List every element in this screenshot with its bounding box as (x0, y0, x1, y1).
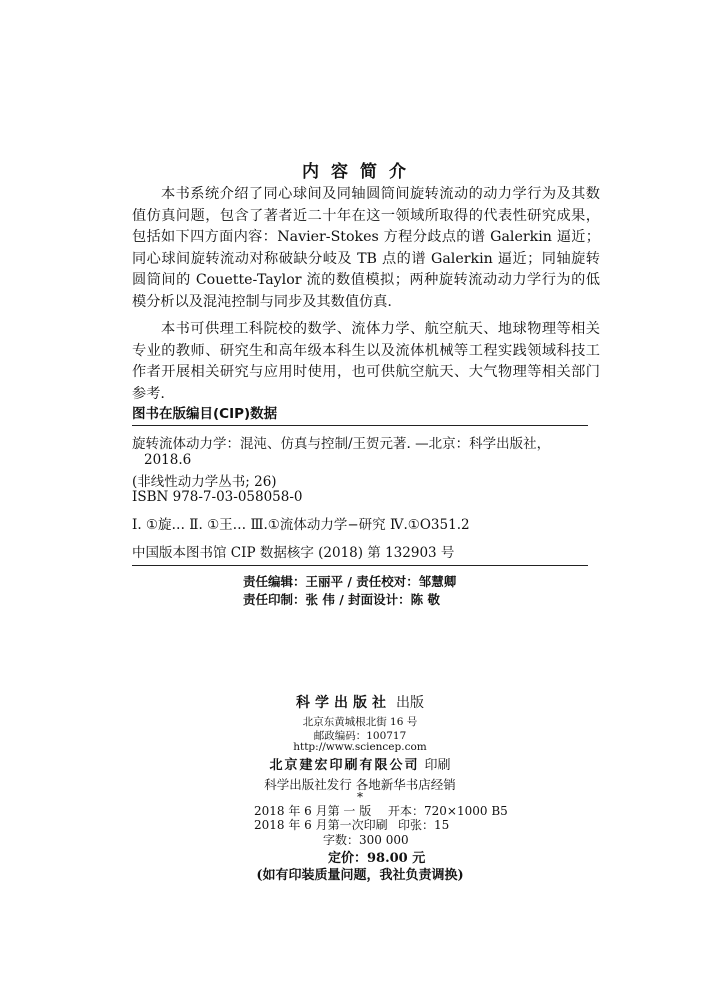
publisher-url: http://www.sciencep.com (293, 741, 427, 753)
cip-record-line2: 2018.6 (144, 452, 192, 468)
cip-isbn: ISBN 978-7-03-058058-0 (132, 489, 303, 505)
quality-notice: (如有印装质量问题，我社负责调换) (256, 868, 464, 883)
cip-heading: 图书在版编目(CIP)数据 (132, 406, 278, 422)
publisher-address: 北京东黄城根北街 16 号 (302, 716, 418, 728)
printer-suffix: 印刷 (424, 758, 451, 773)
cip-bottom-divider (132, 565, 588, 566)
spec-words: 字数：300 000 (323, 833, 409, 847)
staff-line-2: 责任印制：张 伟 / 封面设计：陈 敬 (243, 592, 440, 607)
spec-sheets: 印张：15 (398, 818, 450, 832)
publisher-name: 科学出版社 (295, 695, 391, 711)
spec-format: 开本：720×1000 B5 (388, 804, 508, 818)
cip-top-divider (132, 425, 588, 426)
printer-name: 北京建宏印刷有限公司 (269, 758, 420, 773)
cip-classification: Ⅰ. ①旋… Ⅱ. ①王… Ⅲ.①流体动力学−研究 Ⅳ.①O351.2 (132, 517, 470, 533)
publisher-suffix: 出版 (396, 695, 425, 711)
distribution: 科学出版社发行 各地新华书店经销 (264, 777, 456, 792)
publisher-postcode: 邮政编码：100717 (313, 730, 407, 742)
cip-number: 中国版本图书馆 CIP 数据核字 (2018) 第 132903 号 (132, 545, 455, 561)
cip-record-line1: 旋转流体动力学：混沌、仿真与控制/王贺元著. —北京：科学出版社， (132, 436, 551, 452)
separator-star: * (357, 790, 363, 804)
staff-line-1: 责任编辑：王丽平 / 责任校对：邹慧卿 (243, 574, 457, 589)
cip-series: (非线性动力学丛书; 26) (132, 474, 277, 490)
page-title: 内容简介 (302, 162, 418, 182)
spec-printing: 2018 年 6 月第一次印刷 (254, 818, 388, 832)
summary-paragraph-1: 本书系统介绍了同心球间及同轴圆筒间旋转流动的动力学行为及其数值仿真问题，包含了著者近二十年在这一领域所取得的代表性研究成果，包括如下四方面内容：Navier-Stokes 方程分歧点的谱 Galerkin 逼近；同心球间旋转流动对称破缺分岐及 TB 点的谱 Galerkin 逼近；同轴旋转圆筒间的 Couette-Taylor 流的数值模拟；两种旋转流动动力学行为的低模分析以及混沌控制与同步及其数值仿真. (132, 186, 600, 310)
summary-paragraph-2: 本书可供理工科院校的数学、流体力学、航空航天、地球物理等相关专业的教师、研究生和高年级本科生以及流体机械等工程实践领域科技工作者开展相关研究与应用时使用，也可供航空航天、大气物理等相关部门参考. (132, 321, 600, 402)
printer-line (0, 754, 720, 773)
spec-edition: 2018 年 6 月第 一 版 (254, 804, 372, 818)
spec-price: 定价：98.00 元 (328, 851, 426, 866)
publisher-line (0, 692, 720, 712)
